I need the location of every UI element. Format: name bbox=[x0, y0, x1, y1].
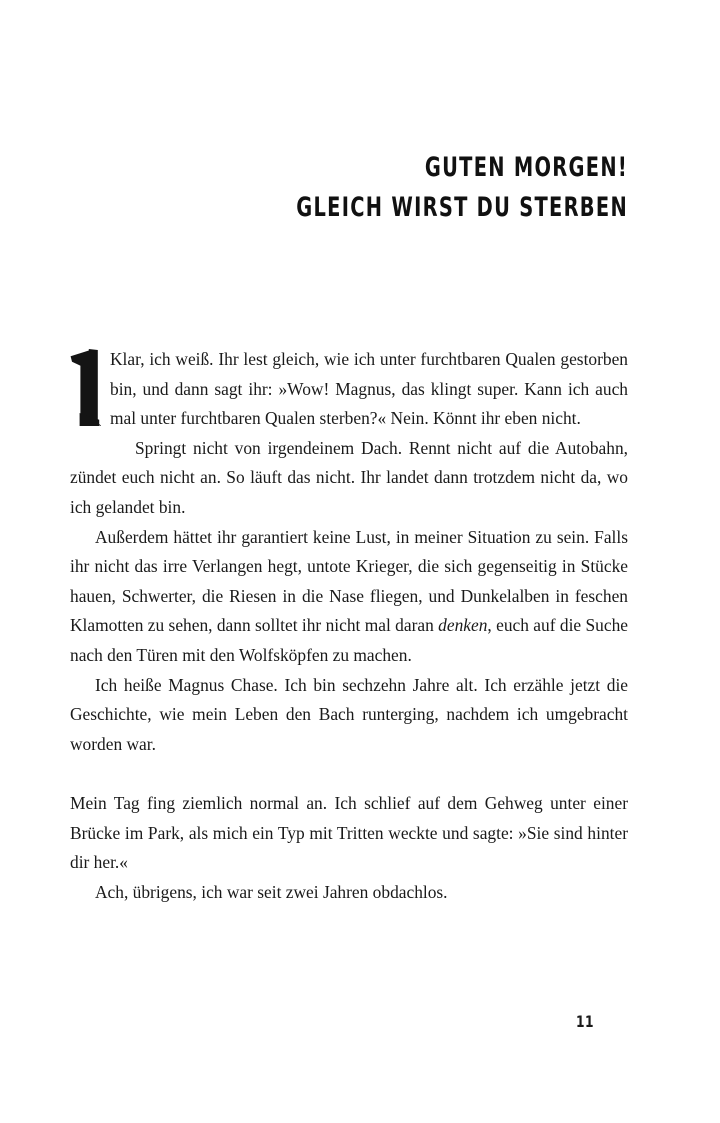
paragraph-1 bbox=[70, 345, 628, 434]
paragraph-1-text: Klar, ich weiß. Ihr lest gleich, wie ich unter furchtbaren Qualen gestorben bin, und dann sagt ihr: »Wow! Magnus, das klingt super. Kann ich auch mal unter furchtbaren Qualen sterben?« Nein. Könnt ihr eben nicht. bbox=[110, 349, 628, 429]
paragraph-6-text: Ach, übrigens, ich war seit zwei Jahren obdachlos. bbox=[95, 881, 448, 902]
paragraph-3-text-part-2: , euch auf die Suche nach den Türen mit den Wolfsköpfen zu machen. bbox=[70, 615, 628, 665]
paragraph-6 bbox=[70, 878, 628, 908]
paragraph-5-text: Mein Tag fing ziemlich normal an. Ich schlief auf dem Gehweg unter einer Brücke im Park, als mich ein Typ mit Tritten weckte und sagte: »Sie sind hinter dir her.« bbox=[70, 792, 628, 873]
page-number-folio: 11 bbox=[576, 1012, 594, 1031]
paragraph-4 bbox=[70, 671, 628, 760]
paragraph-2-text: Springt nicht von irgendeinem Dach. Rennt nicht auf die Autobahn, zündet euch nicht an. So läuft das nicht. Ihr landet dann trotzdem nicht da, wo ich gelandet bin. bbox=[70, 437, 628, 517]
drop-cap-paragraph-wrapper bbox=[70, 345, 628, 434]
paragraph-5 bbox=[70, 789, 628, 878]
emphasized-word-denken: denken bbox=[438, 615, 488, 636]
paragraph-2 bbox=[70, 434, 628, 523]
chapter-title-line-2: GLEICH WIRST DU STERBEN bbox=[296, 192, 628, 223]
chapter-title-line-1: GUTEN MORGEN! bbox=[424, 152, 628, 183]
drop-cap-spacer bbox=[70, 345, 110, 434]
chapter-title bbox=[70, 148, 628, 228]
body-text-block bbox=[70, 345, 628, 907]
paragraph-4-text: Ich heiße Magnus Chase. Ich bin sechzehn Jahre alt. Ich erzähle jetzt die Geschichte, wie mein Leben den Bach runterging, nachdem ich umgebracht worden war. bbox=[70, 674, 628, 754]
paragraph-3-text-part-1: Außerdem hättet ihr garantiert keine Lust, in meiner Situation zu sein. Falls ihr nicht das irre Verlangen hegt, untote Krieger, die sich gegenseitig in Stücke hauen, Schwerter, die Riesen in die Nase fliegen, und Dunkelalben in feschen Klamotten zu sehen, dann solltet ihr nicht mal daran bbox=[70, 526, 628, 636]
paragraph-3 bbox=[70, 523, 628, 671]
